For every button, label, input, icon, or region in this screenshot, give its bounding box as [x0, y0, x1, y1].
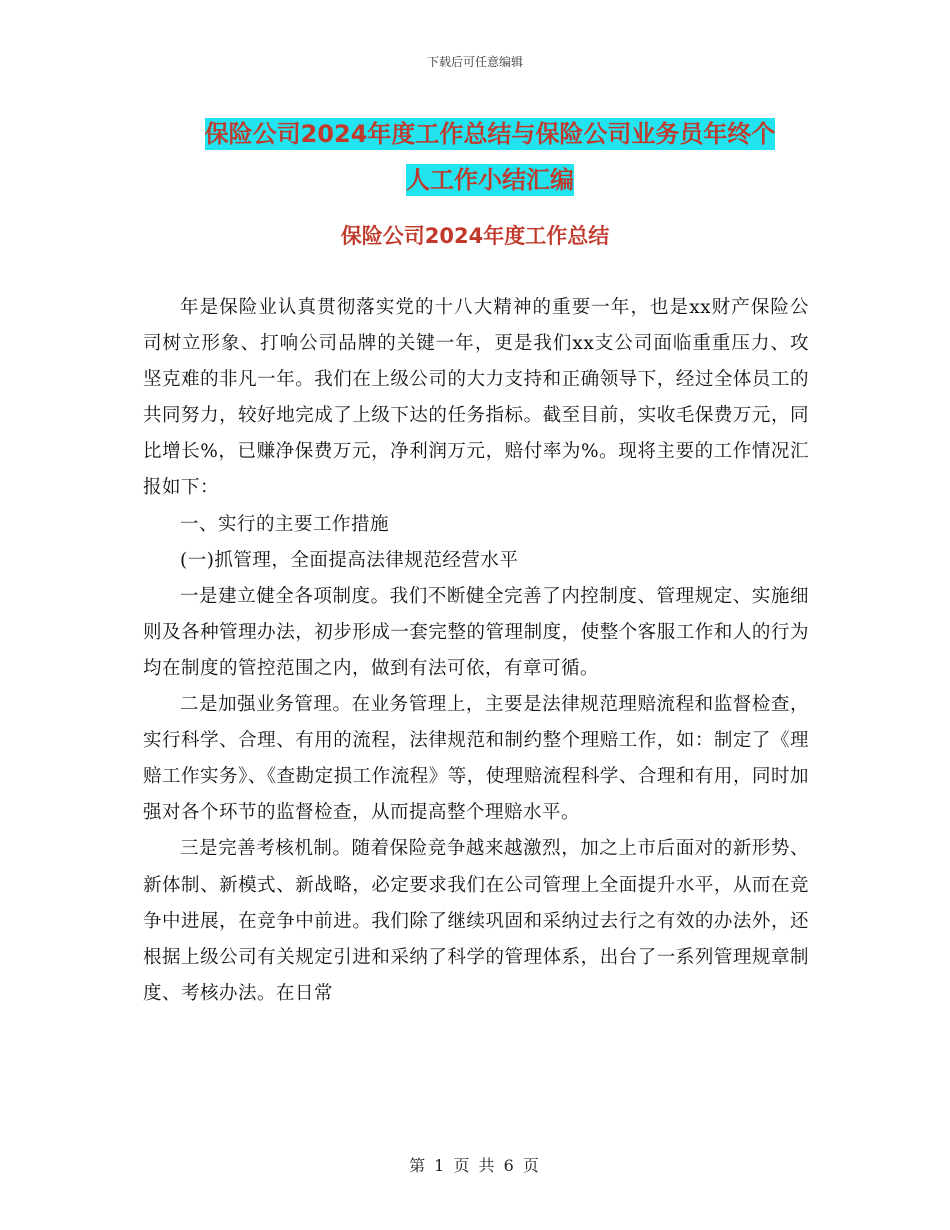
header-note: 下载后可任意编辑	[426, 55, 523, 69]
paragraph: 三是完善考核机制。随着保险竞争越来越激烈，加之上市后面对的新形势、新体制、新模式、新战略，必定要求我们在公司管理上全面提升水平，从而在竞争中进展，在竞争中前进。我们除了继续巩固和采纳过去行之有效的办法外，还根据上级公司有关规定引进和采纳了科学的管理体系，出台了一系列管理规章制度、考核办法。在日常	[143, 838, 809, 1004]
document-title	[140, 111, 840, 203]
document-title-line2: 人工作小结汇编	[406, 166, 574, 194]
section-title: 保险公司2024年度工作总结	[340, 224, 610, 248]
document-body	[143, 290, 809, 1012]
document-title-line1: 保险公司2024年度工作总结与保险公司业务员年终个	[204, 120, 776, 148]
paragraph: 二是加强业务管理。在业务管理上，主要是法律规范理赔流程和监督检查，实行科学、合理、有用的流程，法律规范和制约整个理赔工作，如：制定了《理赔工作实务》、《查勘定损工作流程》等，使理赔流程科学、合理和有用，同时加强对各个环节的监督检查，从而提高整个理赔水平。	[143, 694, 809, 824]
paragraph: 年是保险业认真贯彻落实党的十八大精神的重要一年，也是xx财产保险公司树立形象、打响公司品牌的关键一年，更是我们xx支公司面临重重压力、攻坚克难的非凡一年。我们在上级公司的大力支持和正确领导下，经过全体员工的共同努力，较好地完成了上级下达的任务指标。截至目前，实收毛保费万元，同比增长%，已赚净保费万元，净利润万元，赔付率为%。现将主要的工作情况汇报如下：	[143, 297, 809, 499]
paragraph: (一)抓管理，全面提高法律规范经营水平	[180, 549, 519, 571]
page-footer: 第 1 页 共 6 页	[409, 1156, 541, 1175]
paragraph: 一是建立健全各项制度。我们不断健全完善了内控制度、管理规定、实施细则及各种管理办法，初步形成一套完整的管理制度，使整个客服工作和人的行为均在制度的管控范围之内，做到有法可依，有章可循。	[143, 585, 809, 679]
paragraph: 一、实行的主要工作措施	[180, 513, 390, 535]
